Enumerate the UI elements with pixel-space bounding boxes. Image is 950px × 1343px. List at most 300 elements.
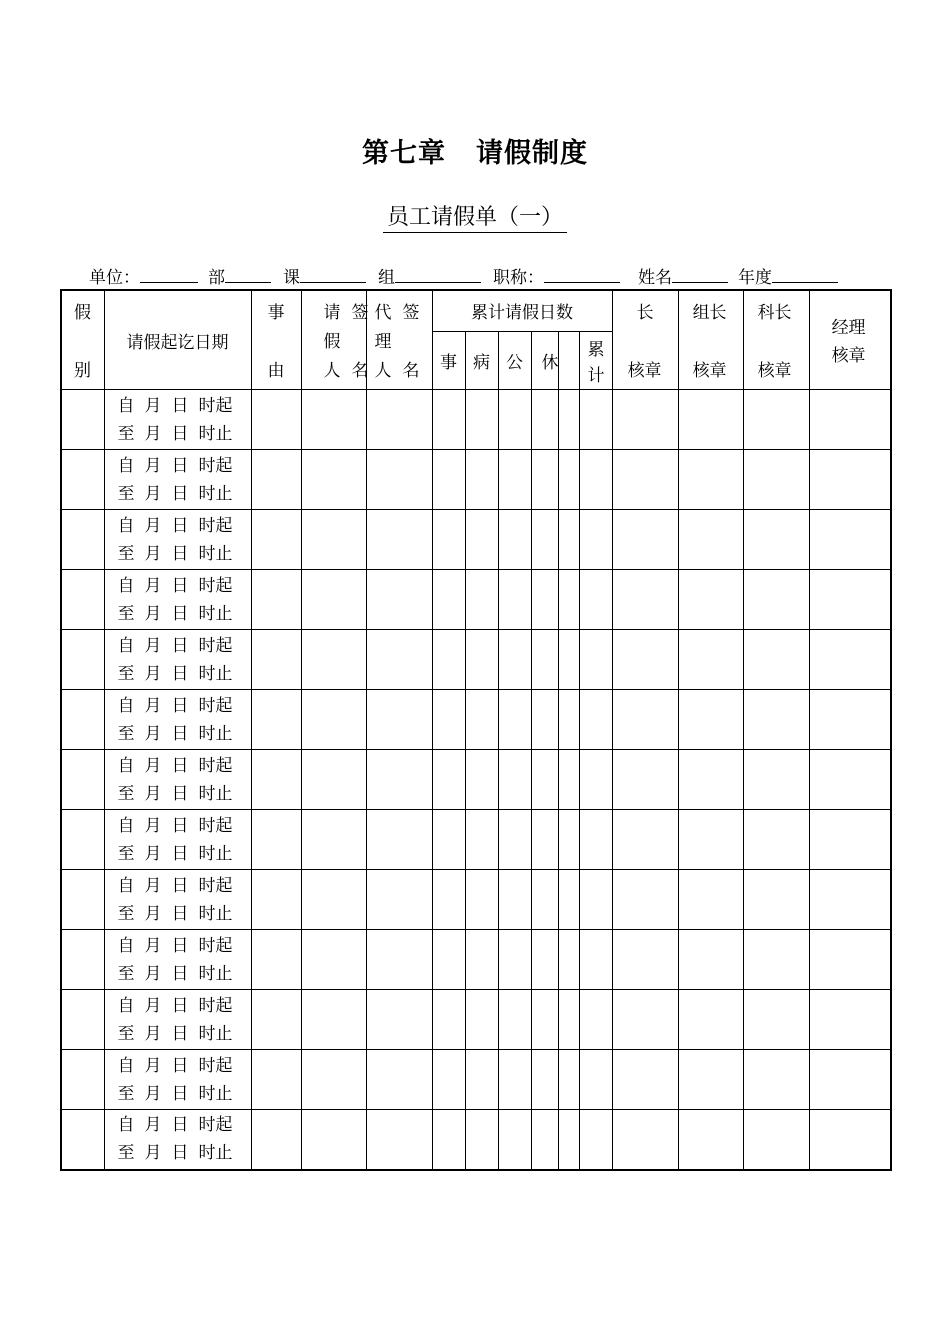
total-days-cell[interactable] bbox=[579, 570, 612, 630]
date-word: 时起 bbox=[198, 395, 233, 416]
deputy-signature-cell[interactable] bbox=[366, 510, 432, 570]
total-days-cell[interactable] bbox=[579, 450, 612, 510]
group-label: 组 bbox=[378, 268, 395, 288]
team-leader-stamp-cell[interactable] bbox=[678, 750, 743, 810]
reason-cell[interactable] bbox=[251, 930, 301, 990]
leave-type-cell[interactable] bbox=[61, 930, 104, 990]
deputy-signature-cell[interactable] bbox=[366, 570, 432, 630]
extra-days-cell[interactable] bbox=[558, 390, 579, 450]
total-days-cell[interactable] bbox=[579, 990, 612, 1050]
reason-cell[interactable] bbox=[251, 390, 301, 450]
date-word: 月 bbox=[144, 903, 162, 924]
date-word: 日 bbox=[171, 815, 189, 836]
reason-cell[interactable] bbox=[251, 1110, 301, 1170]
date-word: 月 bbox=[144, 515, 162, 536]
chief-stamp-cell[interactable] bbox=[612, 510, 678, 570]
official-days-cell[interactable] bbox=[498, 630, 531, 690]
date-word: 月 bbox=[144, 1083, 162, 1104]
deputy-signature-cell[interactable] bbox=[366, 390, 432, 450]
section-field[interactable] bbox=[300, 266, 366, 283]
chief-stamp-cell[interactable] bbox=[612, 810, 678, 870]
date-word: 时起 bbox=[198, 995, 233, 1016]
date-word: 时起 bbox=[198, 875, 233, 896]
date-word: 日 bbox=[171, 963, 189, 984]
manager-stamp-cell[interactable] bbox=[809, 390, 891, 450]
deputy-signature-header: 代 签 理 人 名 bbox=[366, 290, 432, 390]
manager-stamp-cell[interactable] bbox=[809, 990, 891, 1050]
deputy-signature-cell[interactable] bbox=[366, 990, 432, 1050]
personal-days-cell[interactable] bbox=[432, 990, 465, 1050]
date-range-cell[interactable] bbox=[104, 1110, 251, 1170]
personal-days-cell[interactable] bbox=[432, 630, 465, 690]
reason-cell[interactable] bbox=[251, 630, 301, 690]
team-leader-stamp-cell[interactable] bbox=[678, 450, 743, 510]
rest-leave-header: 休 bbox=[531, 331, 558, 389]
date-from-line bbox=[105, 572, 251, 600]
date-word: 自 bbox=[117, 455, 135, 476]
applicant-signature-cell[interactable] bbox=[301, 1110, 366, 1170]
rest-days-cell[interactable] bbox=[531, 990, 558, 1050]
date-word: 至 bbox=[117, 843, 135, 864]
applicant-signature-cell[interactable] bbox=[301, 630, 366, 690]
manager-stamp-cell[interactable] bbox=[809, 750, 891, 810]
rest-days-cell[interactable] bbox=[531, 750, 558, 810]
chief-stamp-cell[interactable] bbox=[612, 750, 678, 810]
sick-days-cell[interactable] bbox=[465, 930, 498, 990]
date-word: 时起 bbox=[198, 815, 233, 836]
sick-days-cell[interactable] bbox=[465, 510, 498, 570]
section-chief-stamp-cell[interactable] bbox=[743, 450, 809, 510]
chief-stamp-cell[interactable] bbox=[612, 570, 678, 630]
table-row bbox=[61, 450, 891, 510]
unit-field[interactable] bbox=[140, 266, 198, 283]
applicant-signature-cell[interactable] bbox=[301, 750, 366, 810]
total-header: 累 计 bbox=[579, 331, 612, 389]
section-chief-stamp-cell[interactable] bbox=[743, 390, 809, 450]
applicant-signature-cell[interactable] bbox=[301, 810, 366, 870]
chief-stamp-cell[interactable] bbox=[612, 630, 678, 690]
official-days-cell[interactable] bbox=[498, 510, 531, 570]
section-chief-stamp-cell[interactable] bbox=[743, 870, 809, 930]
date-to-line bbox=[105, 780, 251, 808]
manager-stamp-cell[interactable] bbox=[809, 870, 891, 930]
date-to-line bbox=[105, 1020, 251, 1048]
date-range-cell[interactable] bbox=[104, 1050, 251, 1110]
deputy-signature-cell[interactable] bbox=[366, 690, 432, 750]
section-chief-stamp-cell[interactable] bbox=[743, 690, 809, 750]
rest-days-cell[interactable] bbox=[531, 810, 558, 870]
manager-stamp-cell[interactable] bbox=[809, 690, 891, 750]
date-to-line bbox=[105, 600, 251, 628]
date-word: 日 bbox=[171, 1115, 189, 1136]
date-from-line bbox=[105, 812, 251, 840]
applicant-signature-cell[interactable] bbox=[301, 510, 366, 570]
table-row bbox=[61, 810, 891, 870]
total-days-cell[interactable] bbox=[579, 510, 612, 570]
date-word: 月 bbox=[144, 875, 162, 896]
personal-days-cell[interactable] bbox=[432, 810, 465, 870]
date-word: 月 bbox=[144, 723, 162, 744]
sick-days-cell[interactable] bbox=[465, 450, 498, 510]
manager-stamp-cell[interactable] bbox=[809, 450, 891, 510]
extra-days-cell[interactable] bbox=[558, 510, 579, 570]
official-days-cell[interactable] bbox=[498, 870, 531, 930]
official-days-cell[interactable] bbox=[498, 750, 531, 810]
team-leader-stamp-cell[interactable] bbox=[678, 690, 743, 750]
sick-days-cell[interactable] bbox=[465, 390, 498, 450]
table-row bbox=[61, 1050, 891, 1110]
personal-days-cell[interactable] bbox=[432, 750, 465, 810]
total-days-cell[interactable] bbox=[579, 930, 612, 990]
year-label: 年度 bbox=[738, 268, 772, 288]
date-word: 日 bbox=[171, 1055, 189, 1076]
official-days-cell[interactable] bbox=[498, 990, 531, 1050]
chief-stamp-cell[interactable] bbox=[612, 990, 678, 1050]
name-field[interactable] bbox=[672, 266, 728, 283]
date-range-cell[interactable] bbox=[104, 870, 251, 930]
team-leader-stamp-cell[interactable] bbox=[678, 510, 743, 570]
total-days-cell[interactable] bbox=[579, 1050, 612, 1110]
date-word: 自 bbox=[117, 995, 135, 1016]
sick-days-cell[interactable] bbox=[465, 1050, 498, 1110]
date-word: 时起 bbox=[198, 455, 233, 476]
date-to-line bbox=[105, 720, 251, 748]
personal-days-cell[interactable] bbox=[432, 510, 465, 570]
section-chief-stamp-cell[interactable] bbox=[743, 810, 809, 870]
official-days-cell[interactable] bbox=[498, 390, 531, 450]
date-word: 时止 bbox=[198, 1023, 233, 1044]
date-word: 至 bbox=[117, 1143, 135, 1164]
team-leader-stamp-cell[interactable] bbox=[678, 630, 743, 690]
applicant-signature-cell[interactable] bbox=[301, 690, 366, 750]
date-word: 时起 bbox=[198, 575, 233, 596]
date-word: 月 bbox=[144, 455, 162, 476]
applicant-signature-cell[interactable] bbox=[301, 450, 366, 510]
official-days-cell[interactable] bbox=[498, 570, 531, 630]
table-row bbox=[61, 630, 891, 690]
date-word: 时止 bbox=[198, 603, 233, 624]
personal-days-cell[interactable] bbox=[432, 1050, 465, 1110]
applicant-signature-cell[interactable] bbox=[301, 870, 366, 930]
sick-days-cell[interactable] bbox=[465, 750, 498, 810]
total-days-cell[interactable] bbox=[579, 630, 612, 690]
section-chief-stamp-cell[interactable] bbox=[743, 510, 809, 570]
personal-days-cell[interactable] bbox=[432, 870, 465, 930]
table-row bbox=[61, 510, 891, 570]
section-chief-stamp-cell[interactable] bbox=[743, 1050, 809, 1110]
leave-type-cell[interactable] bbox=[61, 870, 104, 930]
rest-days-cell[interactable] bbox=[531, 870, 558, 930]
total-days-cell[interactable] bbox=[579, 390, 612, 450]
applicant-signature-cell[interactable] bbox=[301, 390, 366, 450]
deputy-signature-cell[interactable] bbox=[366, 930, 432, 990]
date-range-cell[interactable] bbox=[104, 450, 251, 510]
chief-stamp-cell[interactable] bbox=[612, 1110, 678, 1170]
applicant-signature-cell[interactable] bbox=[301, 930, 366, 990]
date-word: 至 bbox=[117, 603, 135, 624]
date-range-cell[interactable] bbox=[104, 930, 251, 990]
leave-type-cell[interactable] bbox=[61, 510, 104, 570]
date-word: 日 bbox=[171, 875, 189, 896]
date-word: 自 bbox=[117, 635, 135, 656]
chief-stamp-cell[interactable] bbox=[612, 870, 678, 930]
date-range-cell[interactable] bbox=[104, 810, 251, 870]
date-word: 月 bbox=[144, 543, 162, 564]
chief-stamp-cell[interactable] bbox=[612, 930, 678, 990]
date-word: 时起 bbox=[198, 935, 233, 956]
date-word: 时起 bbox=[198, 635, 233, 656]
extra-days-cell[interactable] bbox=[558, 1110, 579, 1170]
date-from-line bbox=[105, 932, 251, 960]
manager-stamp-cell[interactable] bbox=[809, 1110, 891, 1170]
extra-days-cell[interactable] bbox=[558, 990, 579, 1050]
date-word: 至 bbox=[117, 483, 135, 504]
date-word: 至 bbox=[117, 1083, 135, 1104]
date-word: 日 bbox=[171, 663, 189, 684]
date-word: 月 bbox=[144, 815, 162, 836]
team-leader-stamp-cell[interactable] bbox=[678, 870, 743, 930]
leave-type-cell[interactable] bbox=[61, 1050, 104, 1110]
date-range-cell[interactable] bbox=[104, 750, 251, 810]
extra-days-cell[interactable] bbox=[558, 690, 579, 750]
official-days-cell[interactable] bbox=[498, 930, 531, 990]
extra-days-cell[interactable] bbox=[558, 450, 579, 510]
reason-cell[interactable] bbox=[251, 990, 301, 1050]
chief-stamp-cell[interactable] bbox=[612, 450, 678, 510]
leave-type-cell[interactable] bbox=[61, 390, 104, 450]
team-leader-stamp-header: 组长 核章 bbox=[678, 290, 743, 390]
reason-cell[interactable] bbox=[251, 570, 301, 630]
rest-days-cell[interactable] bbox=[531, 570, 558, 630]
sick-leave-header: 病 bbox=[465, 331, 498, 389]
date-word: 日 bbox=[171, 423, 189, 444]
team-leader-stamp-cell[interactable] bbox=[678, 810, 743, 870]
date-range-cell[interactable] bbox=[104, 630, 251, 690]
sick-days-cell[interactable] bbox=[465, 810, 498, 870]
rest-days-cell[interactable] bbox=[531, 510, 558, 570]
leave-type-cell[interactable] bbox=[61, 570, 104, 630]
total-days-cell[interactable] bbox=[579, 870, 612, 930]
section-chief-stamp-cell[interactable] bbox=[743, 930, 809, 990]
rest-days-cell[interactable] bbox=[531, 450, 558, 510]
official-days-cell[interactable] bbox=[498, 1110, 531, 1170]
period-header: 请假起讫日期 bbox=[104, 290, 251, 390]
manager-stamp-cell[interactable] bbox=[809, 810, 891, 870]
date-word: 自 bbox=[117, 935, 135, 956]
reason-cell[interactable] bbox=[251, 870, 301, 930]
date-word: 时止 bbox=[198, 663, 233, 684]
deputy-signature-cell[interactable] bbox=[366, 630, 432, 690]
date-word: 日 bbox=[171, 575, 189, 596]
manager-stamp-cell[interactable] bbox=[809, 510, 891, 570]
extra-days-cell[interactable] bbox=[558, 1050, 579, 1110]
date-word: 日 bbox=[171, 635, 189, 656]
total-days-cell[interactable] bbox=[579, 750, 612, 810]
date-range-cell[interactable] bbox=[104, 510, 251, 570]
personal-days-cell[interactable] bbox=[432, 390, 465, 450]
date-from-line bbox=[105, 512, 251, 540]
sick-days-cell[interactable] bbox=[465, 630, 498, 690]
table-row bbox=[61, 690, 891, 750]
manager-stamp-cell[interactable] bbox=[809, 1050, 891, 1110]
date-word: 时止 bbox=[198, 963, 233, 984]
date-word: 月 bbox=[144, 935, 162, 956]
date-word: 时止 bbox=[198, 903, 233, 924]
rest-days-cell[interactable] bbox=[531, 1110, 558, 1170]
leave-type-cell[interactable] bbox=[61, 630, 104, 690]
date-word: 月 bbox=[144, 963, 162, 984]
date-to-line bbox=[105, 900, 251, 928]
chief-stamp-cell[interactable] bbox=[612, 690, 678, 750]
section-chief-stamp-cell[interactable] bbox=[743, 990, 809, 1050]
section-chief-stamp-cell[interactable] bbox=[743, 1110, 809, 1170]
date-range-cell[interactable] bbox=[104, 690, 251, 750]
leave-type-cell[interactable] bbox=[61, 810, 104, 870]
date-from-line bbox=[105, 752, 251, 780]
leave-type-cell[interactable] bbox=[61, 450, 104, 510]
date-word: 月 bbox=[144, 695, 162, 716]
team-leader-stamp-cell[interactable] bbox=[678, 570, 743, 630]
sick-days-cell[interactable] bbox=[465, 690, 498, 750]
rest-days-cell[interactable] bbox=[531, 930, 558, 990]
date-word: 日 bbox=[171, 935, 189, 956]
position-field[interactable] bbox=[544, 266, 620, 283]
rest-days-cell[interactable] bbox=[531, 690, 558, 750]
table-row bbox=[61, 990, 891, 1050]
date-to-line bbox=[105, 1080, 251, 1108]
extra-days-cell[interactable] bbox=[558, 570, 579, 630]
official-days-cell[interactable] bbox=[498, 690, 531, 750]
reason-cell[interactable] bbox=[251, 690, 301, 750]
date-word: 时止 bbox=[198, 423, 233, 444]
total-days-cell[interactable] bbox=[579, 1110, 612, 1170]
leave-form-table bbox=[60, 289, 892, 1171]
reason-cell[interactable] bbox=[251, 510, 301, 570]
team-leader-stamp-cell[interactable] bbox=[678, 930, 743, 990]
date-word: 时起 bbox=[198, 515, 233, 536]
date-range-cell[interactable] bbox=[104, 390, 251, 450]
date-word: 日 bbox=[171, 903, 189, 924]
extra-days-cell[interactable] bbox=[558, 810, 579, 870]
date-from-line bbox=[105, 692, 251, 720]
applicant-signature-cell[interactable] bbox=[301, 570, 366, 630]
reason-cell[interactable] bbox=[251, 1050, 301, 1110]
sick-days-cell[interactable] bbox=[465, 870, 498, 930]
reason-cell[interactable] bbox=[251, 450, 301, 510]
date-word: 日 bbox=[171, 603, 189, 624]
date-word: 月 bbox=[144, 783, 162, 804]
leave-type-cell[interactable] bbox=[61, 750, 104, 810]
date-word: 自 bbox=[117, 815, 135, 836]
team-leader-stamp-cell[interactable] bbox=[678, 1050, 743, 1110]
rest-days-cell[interactable] bbox=[531, 1050, 558, 1110]
date-to-line bbox=[105, 540, 251, 568]
date-word: 月 bbox=[144, 603, 162, 624]
deputy-signature-cell[interactable] bbox=[366, 810, 432, 870]
extra-days-cell[interactable] bbox=[558, 630, 579, 690]
deputy-signature-cell[interactable] bbox=[366, 450, 432, 510]
team-leader-stamp-cell[interactable] bbox=[678, 990, 743, 1050]
team-leader-stamp-cell[interactable] bbox=[678, 1110, 743, 1170]
section-chief-stamp-cell[interactable] bbox=[743, 750, 809, 810]
personal-days-cell[interactable] bbox=[432, 930, 465, 990]
applicant-signature-cell[interactable] bbox=[301, 990, 366, 1050]
manager-stamp-cell[interactable] bbox=[809, 570, 891, 630]
date-word: 月 bbox=[144, 995, 162, 1016]
personal-days-cell[interactable] bbox=[432, 570, 465, 630]
date-word: 时止 bbox=[198, 723, 233, 744]
date-from-line bbox=[105, 632, 251, 660]
date-word: 至 bbox=[117, 783, 135, 804]
personal-days-cell[interactable] bbox=[432, 1110, 465, 1170]
date-to-line bbox=[105, 420, 251, 448]
total-days-cell[interactable] bbox=[579, 810, 612, 870]
official-days-cell[interactable] bbox=[498, 810, 531, 870]
date-word: 自 bbox=[117, 695, 135, 716]
deputy-signature-cell[interactable] bbox=[366, 1110, 432, 1170]
section-chief-stamp-cell[interactable] bbox=[743, 630, 809, 690]
deputy-signature-cell[interactable] bbox=[366, 750, 432, 810]
table-row bbox=[61, 570, 891, 630]
official-days-cell[interactable] bbox=[498, 1050, 531, 1110]
reason-cell[interactable] bbox=[251, 750, 301, 810]
leave-type-cell[interactable] bbox=[61, 990, 104, 1050]
rest-days-cell[interactable] bbox=[531, 630, 558, 690]
date-word: 日 bbox=[171, 395, 189, 416]
deputy-signature-cell[interactable] bbox=[366, 1050, 432, 1110]
official-days-cell[interactable] bbox=[498, 450, 531, 510]
chief-stamp-header: 长 核章 bbox=[612, 290, 678, 390]
extra-days-cell[interactable] bbox=[558, 750, 579, 810]
personal-days-cell[interactable] bbox=[432, 690, 465, 750]
date-range-cell[interactable] bbox=[104, 570, 251, 630]
date-word: 时止 bbox=[198, 843, 233, 864]
date-word: 日 bbox=[171, 515, 189, 536]
leave-type-cell[interactable] bbox=[61, 1110, 104, 1170]
year-field[interactable] bbox=[772, 266, 838, 283]
sick-days-cell[interactable] bbox=[465, 570, 498, 630]
extra-days-cell[interactable] bbox=[558, 930, 579, 990]
total-days-cell[interactable] bbox=[579, 690, 612, 750]
sick-days-cell[interactable] bbox=[465, 1110, 498, 1170]
chief-stamp-cell[interactable] bbox=[612, 390, 678, 450]
team-leader-stamp-cell[interactable] bbox=[678, 390, 743, 450]
table-row bbox=[61, 390, 891, 450]
date-word: 至 bbox=[117, 543, 135, 564]
date-word: 至 bbox=[117, 663, 135, 684]
dept-field[interactable] bbox=[225, 266, 271, 283]
leave-type-cell[interactable] bbox=[61, 690, 104, 750]
sick-days-cell[interactable] bbox=[465, 990, 498, 1050]
section-chief-stamp-cell[interactable] bbox=[743, 570, 809, 630]
personal-days-cell[interactable] bbox=[432, 450, 465, 510]
date-word: 月 bbox=[144, 1115, 162, 1136]
extra-days-cell[interactable] bbox=[558, 870, 579, 930]
chief-stamp-cell[interactable] bbox=[612, 1050, 678, 1110]
date-word: 月 bbox=[144, 663, 162, 684]
manager-stamp-cell[interactable] bbox=[809, 930, 891, 990]
reason-cell[interactable] bbox=[251, 810, 301, 870]
date-word: 日 bbox=[171, 455, 189, 476]
group-field[interactable] bbox=[395, 266, 481, 283]
section-chief-stamp-header: 科长 核章 bbox=[743, 290, 809, 390]
deputy-signature-cell[interactable] bbox=[366, 870, 432, 930]
date-range-cell[interactable] bbox=[104, 990, 251, 1050]
manager-stamp-cell[interactable] bbox=[809, 630, 891, 690]
rest-days-cell[interactable] bbox=[531, 390, 558, 450]
chapter-name: 请假制度 bbox=[476, 138, 588, 169]
applicant-signature-cell[interactable] bbox=[301, 1050, 366, 1110]
